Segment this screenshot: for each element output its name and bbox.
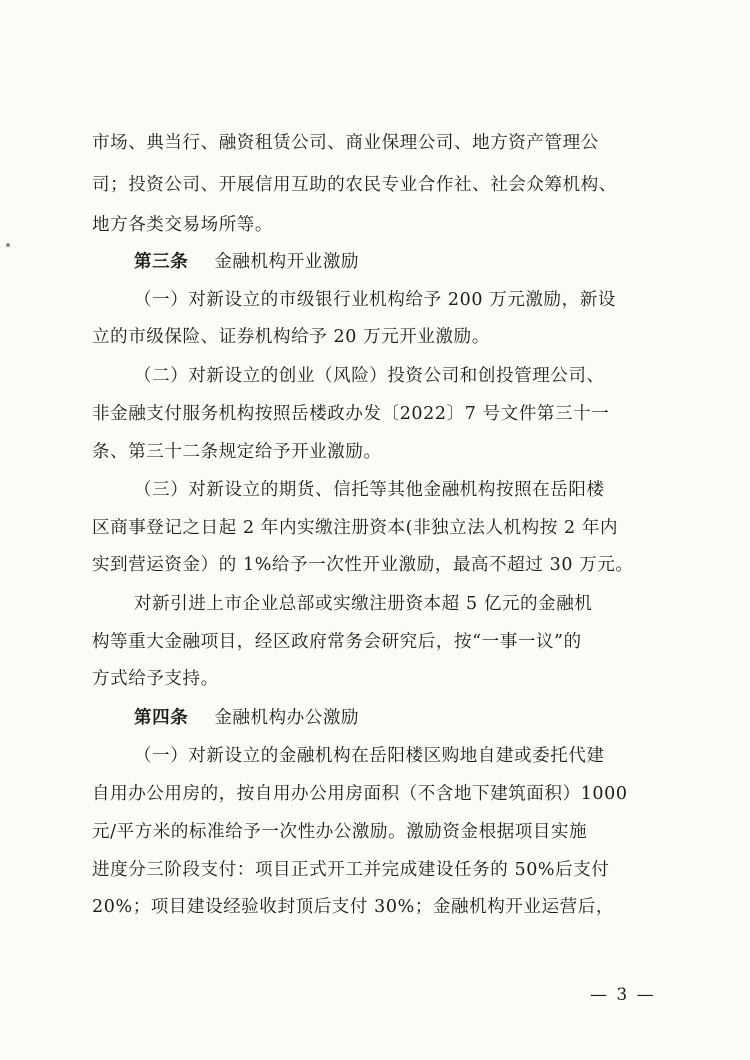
body-line: 市场、典当行、融资租赁公司、商业保理公司、地方资产管理公	[92, 133, 599, 153]
body-line: 构等重大金融项目，经区政府常务会研究后，按“一事一议”的	[92, 632, 582, 652]
body-line: 对新引进上市企业总部或实缴注册资本超 5 亿元的金融机	[134, 594, 593, 614]
body-line: 实到营运资金）的 1%给予一次性开业激励，最高不超过 30 万元。	[92, 555, 634, 575]
article-4-label: 第四条	[134, 708, 189, 728]
body-line: （一）对新设立的金融机构在岳阳楼区购地自建或委托代建	[134, 746, 605, 766]
page-number: — 3 —	[590, 985, 656, 1005]
body-line: 地方各类交易场所等。	[92, 215, 273, 235]
body-line: 20%；项目建设经验收封顶后支付 30%；金融机构开业运营后，	[92, 897, 614, 917]
article-3-label: 第三条	[134, 252, 189, 272]
body-line: （二）对新设立的创业（风险）投资公司和创投管理公司、	[134, 366, 605, 386]
article-4-title: 金融机构办公激励	[214, 708, 360, 728]
body-line: 非金融支付服务机构按照岳楼政办发〔2022〕7 号文件第三十一	[92, 404, 610, 424]
body-line: 进度分三阶段支付：项目正式开工并完成建设任务的 50%后支付	[92, 860, 610, 880]
body-line: 方式给予支持。	[92, 669, 219, 689]
article-3-title: 金融机构开业激励	[214, 252, 360, 272]
body-line: 元/平方米的标准给予一次性办公激励。激励资金根据项目实施	[92, 822, 588, 842]
body-line: 区商事登记之日起 2 年内实缴注册资本(非独立法人机构按 2 年内	[92, 518, 619, 538]
body-line: 自用办公用房的，按自用办公用房面积（不含地下建筑面积）1000	[92, 784, 628, 804]
body-line: 立的市级保险、证券机构给予 20 万元开业激励。	[92, 327, 490, 347]
scan-speck	[6, 243, 10, 247]
body-line: 司；投资公司、开展信用互助的农民专业合作社、社会众筹机构、	[92, 175, 617, 195]
body-line: （三）对新设立的期货、信托等其他金融机构按照在岳阳楼	[134, 480, 605, 500]
body-line: 条、第三十二条规定给予开业激励。	[92, 442, 382, 462]
article-4-heading	[134, 710, 359, 728]
article-3-heading	[134, 254, 359, 272]
body-line: （一）对新设立的市级银行业机构给予 200 万元激励，新设	[134, 290, 616, 310]
